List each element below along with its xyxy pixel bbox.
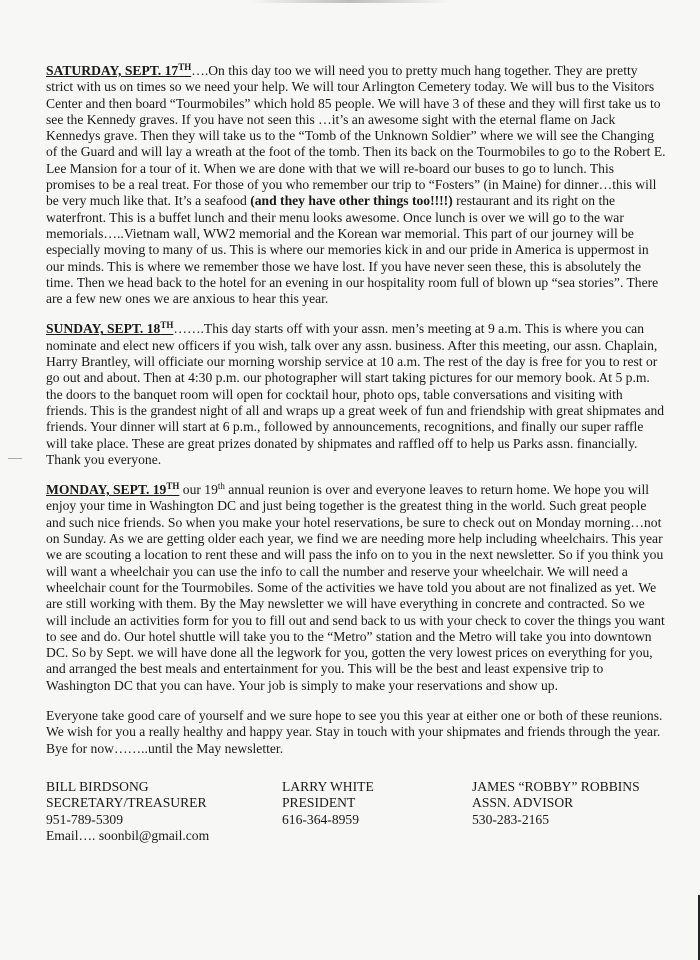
signer-phone: 616-364-8959	[282, 811, 360, 827]
signer-phone: 530-283-2165	[472, 811, 550, 827]
monday-text-b: annual reunion is over and everyone leaves to return home. We hope you will enjoy your time in Washington DC and just being together is the greatest thing in the world. Such great people and such nice friends. So when you make your hotel reservations, be sure to check out on Monday morning…not on Sunday. As we are getting older each year, we find we are needing more help including wheelchairs. This year we are scouting a location to rent these and will pass the info on to you in the next newsletter. So if you think you will want a wheelchair you can use the info to call the number and reserve your wheelchair. We will need a wheelchair count for the Tourmobiles. Some of the activities we have told you about are not finalized as yet. We are still working with them. By the May newsletter we will have everything in concrete and contracted. So we will include an activities form for you to fill out and send back to us with your check to cover the things you want to see and do. Our hotel shuttle will take you to the “Metro” station and the Metro will take you into downtown DC. So by Sept. we will have done all the legwork for you, gotten the very lowest prices on everything for you, and arranged the best meals and entertainment for you. This will be the best and least expensive trip to Washington DC that you can have. Your job is simply to make your reservations and show up.	[46, 482, 665, 693]
monday-paragraph	[46, 482, 666, 694]
monday-heading: MONDAY, SEPT. 19TH	[46, 481, 180, 498]
saturday-rest: restaurant and its right on the waterfront. This is a buffet lunch and their menu looks awesome. Once lunch is over we will go to the war memorials…..Vietnam wall, WW2 memorial and the Korean war memorial. This part of our journey will be especially moving to many of us. This is where our memories kick in and our pride in America is uppermost in our minds. This is where we remember those we have lost. If you have never seen these, this is absolutely the time. Then we head back to the hotel for an evening in our hospitality room full of blown up “sea stories”. There are a few new ones we are anxious to hear this year.	[46, 193, 659, 307]
saturday-paragraph	[46, 63, 666, 307]
signer-email: Email…. soonbil@gmail.com	[46, 827, 210, 843]
sunday-paragraph	[46, 321, 666, 468]
sunday-heading: SUNDAY, SEPT. 18TH	[46, 320, 174, 337]
scan-speck	[8, 458, 22, 459]
signature-secretary	[46, 779, 209, 844]
signer-title: PRESIDENT	[282, 795, 356, 811]
signer-name: JAMES “ROBBY” ROBBINS	[472, 779, 640, 794]
signer-title: ASSN. ADVISOR	[472, 795, 574, 811]
saturday-heading: SATURDAY, SEPT. 17TH	[46, 62, 192, 78]
signer-name: BILL BIRDSONG	[46, 779, 149, 794]
signature-president	[282, 779, 374, 828]
scan-top-rule	[250, 0, 450, 3]
closing-paragraph: Everyone take good care of yourself and we sure hope to see you this year at either one or both of these reunions. We wish for you a really healthy and happy year. Stay in touch with your shipmates and friends through the year. Bye for now……..until the May newsletter.	[46, 707, 663, 756]
saturday-intro: ….On this day too we will need you to pretty much hang together. They are pretty strict with us on times so we need your help. We will tour Arlington Cemetery today. We will bus to the Visitors Center and then board “Tourmobiles” which hold 85 people. We will have 3 of these and they will first take us to see the Kennedy graves. If you have not seen this …it’s an awesome sight with the eternal flame on Jack Kennedys grave. Then they will take us to the “Tomb of the Unknown Soldier” where we will see the Changing of the Guard and will lay a wreath at the foot of the tomb. Then its back on the Tourmobiles to go to the Robert E. Lee Mansion for a tour of it. When we are done with that we will re-board our buses to go to lunch. This promises to be a real treat. For those of you who remember our trip to “Fosters” (in Maine) for dinner…this will be very much like that. It’s a seafood	[46, 63, 666, 209]
signer-title: SECRETARY/TREASURER	[46, 795, 207, 811]
signature-advisor	[472, 779, 640, 828]
monday-text-a: our 19th	[179, 481, 225, 498]
saturday-bold-phrase: (and they have other things too!!!!)	[250, 193, 453, 209]
signature-block	[46, 779, 666, 849]
sunday-text: …….This day starts off with your assn. men’s meeting at 9 a.m. This is where you can nominate and elect new officers if you wish, talk over any assn. business. After this meeting, our assn. Chaplain, Harry Brantley, will officiate our morning worship service at 10 a.m. The rest of the day is free for you to rest or go out and about. Then at 4:30 p.m. our photographer will start taking pictures for our memory book. At 5 p.m. the doors to the banquet room will open for cocktail hour, photo ops, table conversations and visiting with friends. This is the grandest night of all and wraps up a great week of fun and friendship with great shipmates and friends. Your dinner will start at 6 p.m., followed by announcements, recognitions, and finally our super raffle will take place. These are great prizes donated by shipmates and raffled off to help us Parks assn. financially. Thank you everyone.	[46, 321, 665, 467]
signer-name: LARRY WHITE	[282, 779, 374, 794]
newsletter-body	[46, 63, 666, 771]
signer-phone: 951-789-5309	[46, 811, 124, 827]
